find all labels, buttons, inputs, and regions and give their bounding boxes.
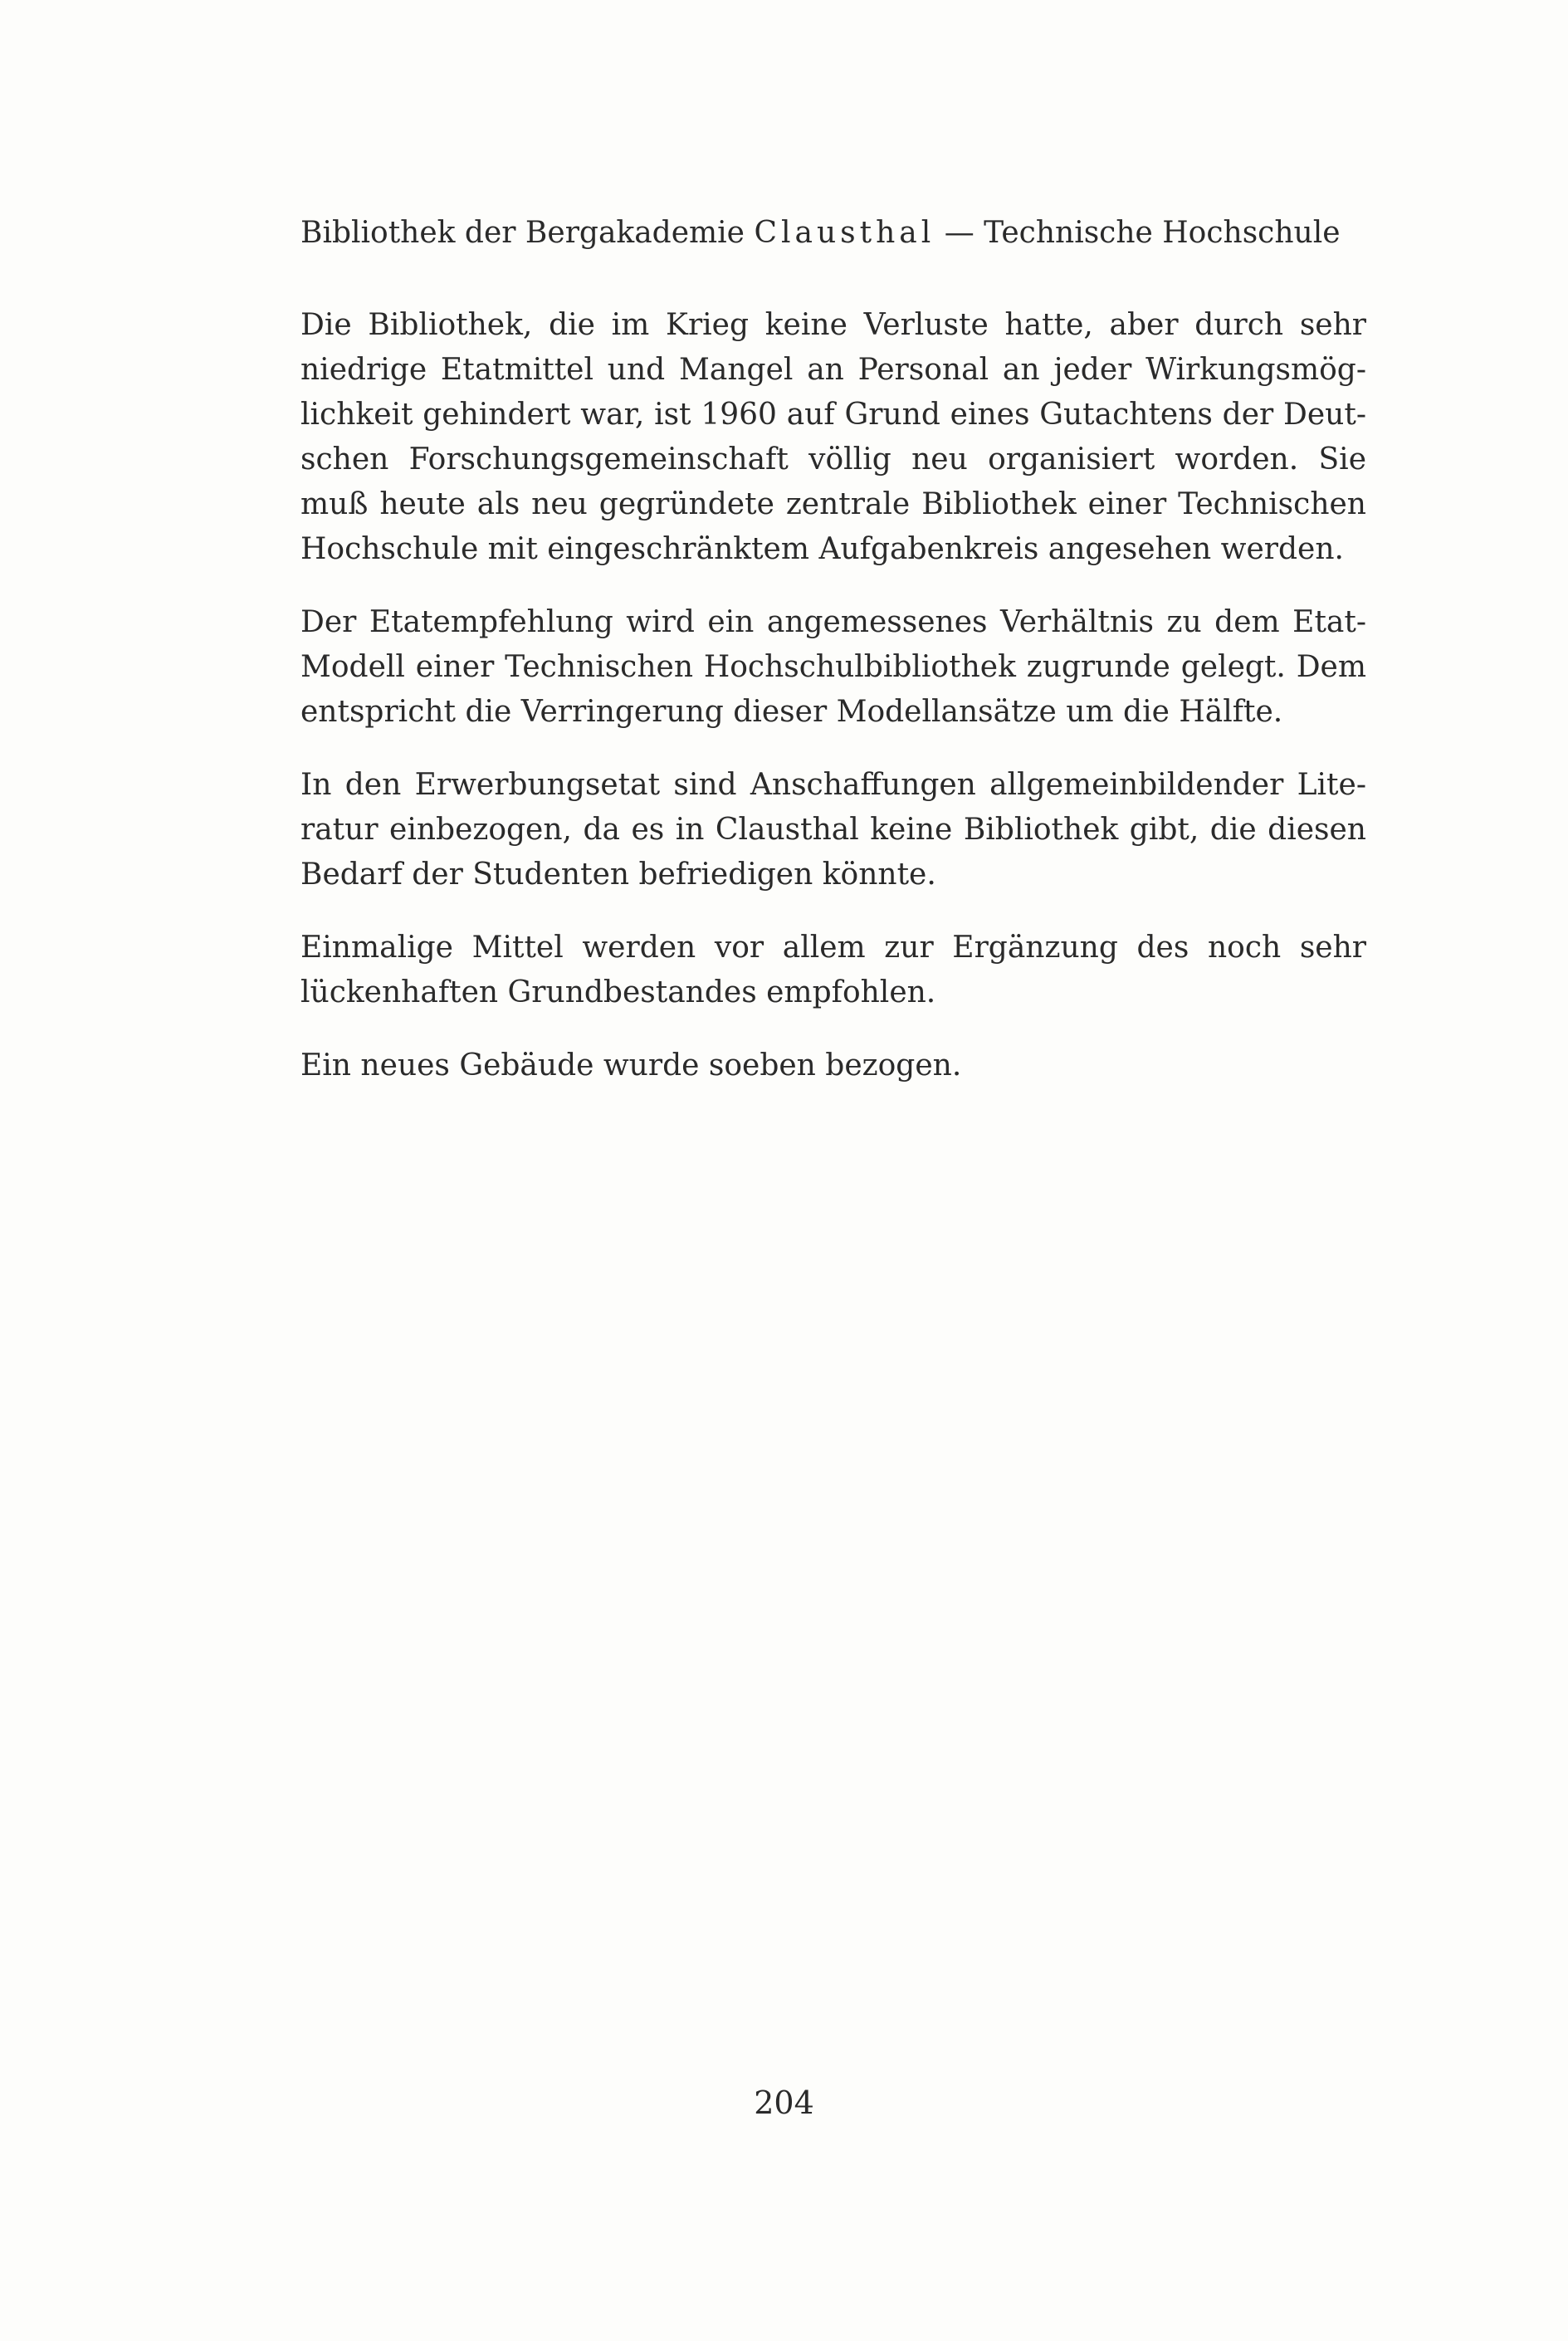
paragraph-5: Ein neues Gebäude wurde soeben bezogen. <box>300 1048 962 1083</box>
paragraph-2: Der Etatempfehlung wird ein angemessenes Verhältnis zu dem Etat-Modell einer Technischen Hochschulbibliothek zugrunde gelegt. Dem entspricht die Verringerung dieser Modellansätze um die Hälfte. <box>300 605 1366 729</box>
section-heading <box>300 212 1366 255</box>
heading-place-name: Clausthal <box>754 216 935 250</box>
paragraph-1: Die Bibliothek, die im Krieg keine Verluste hatte, aber durch sehr niedrige Etatmittel und Mangel an Personal an jeder Wirkungsmöglichkeit gehindert war, ist 1960 auf Grund eines Gutachtens der Deutschen Forschungsgemeinschaft völlig neu organisiert worden. Sie muß heute als neu gegründete zentrale Bibliothek einer Technischen Hochschule mit eingeschränktem Aufgabenkreis angesehen werden. <box>300 308 1366 566</box>
paragraph-3: In den Erwerbungsetat sind Anschaffungen allgemeinbildender Literatur einbezogen, da es in Clausthal keine Bibliothek gibt, die diesen Bedarf der Studenten befriedigen könnte. <box>300 768 1366 892</box>
page-number: 204 <box>754 2084 814 2121</box>
paragraph-4: Einmalige Mittel werden vor allem zur Ergänzung des noch sehr lückenhaften Grundbestandes empfohlen. <box>300 931 1366 1009</box>
heading-suffix: — Technische Hochschule <box>935 216 1341 250</box>
page-content <box>300 212 1366 1117</box>
heading-prefix: Bibliothek der Bergakademie <box>300 216 755 250</box>
